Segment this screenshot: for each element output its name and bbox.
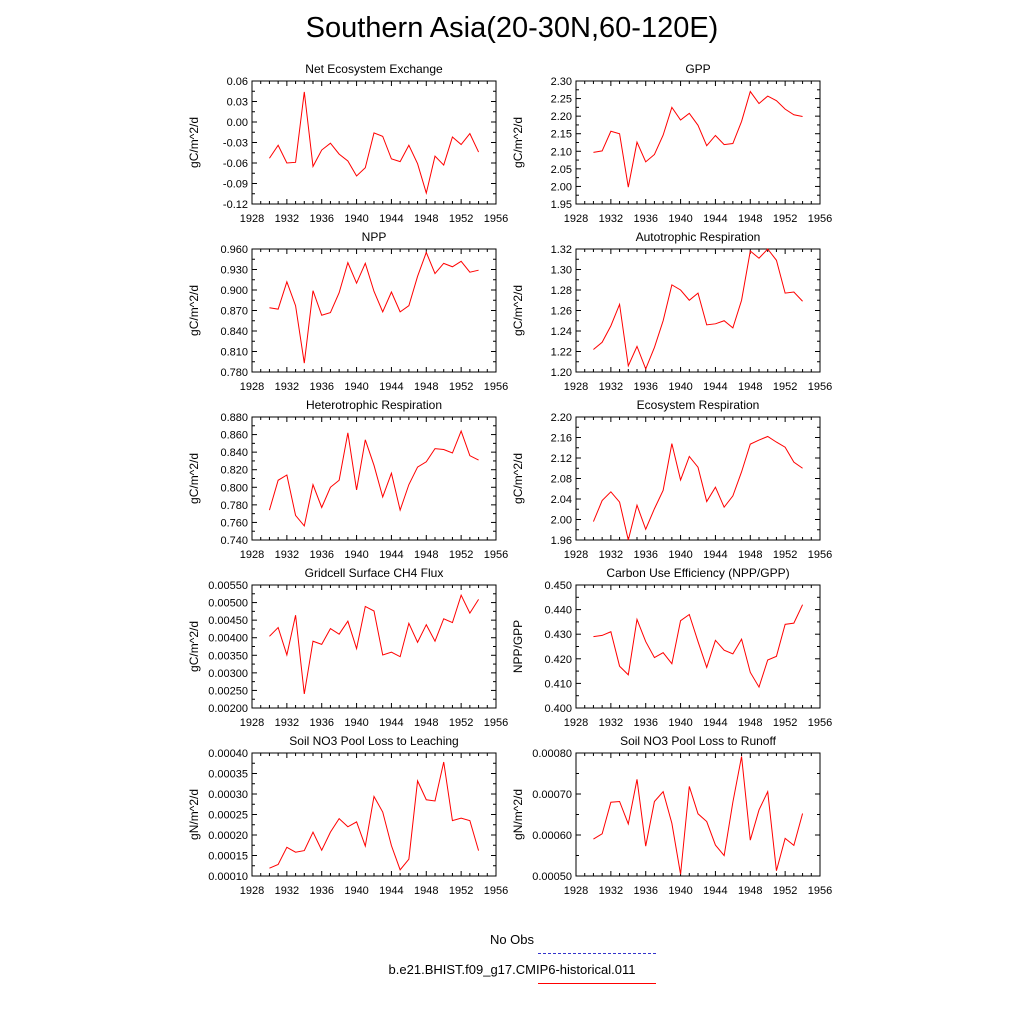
chart-panel-2 [511,62,832,225]
y-tick-label: 2.25 [550,93,572,106]
x-tick-label: 1944 [703,549,728,561]
plot-frame [252,249,496,372]
chart-panel-8 [511,566,832,729]
y-tick-label: 2.12 [550,453,572,465]
y-tick-label: 0.00020 [208,830,248,842]
x-tick-label: 1948 [738,885,763,897]
x-tick-label: 1928 [239,213,265,225]
x-tick-label: 1956 [483,549,509,561]
y-tick-label: 2.00 [550,181,572,194]
y-tick-label: 0.760 [220,517,248,530]
y-tick-label: 1.28 [550,285,572,297]
x-tick-label: 1932 [274,213,300,225]
x-tick-label: 1956 [483,213,509,225]
x-tick-label: 1956 [807,717,833,729]
y-tick-label: 0.00400 [208,632,248,645]
x-tick-label: 1952 [448,717,474,729]
y-tick-label: 0.00 [226,117,248,129]
chart-panel-7 [187,566,508,729]
y-tick-label: 0.00500 [208,597,248,610]
legend-model-line [538,983,656,984]
chart-panel-10 [511,734,832,897]
plot-frame [576,585,820,708]
x-tick-label: 1952 [448,213,474,225]
x-tick-label: 1944 [379,717,404,729]
x-tick-label: 1940 [668,381,693,393]
x-tick-label: 1948 [414,549,439,561]
x-tick-label: 1956 [807,549,833,561]
y-tick-label: 0.960 [220,244,248,256]
panel-title: Carbon Use Efficiency (NPP/GPP) [606,566,790,580]
y-tick-label: 0.00550 [208,580,248,592]
chart-panel-5 [187,398,508,561]
series-line [269,92,478,193]
x-tick-label: 1928 [239,717,265,729]
y-tick-label: 0.450 [544,580,572,592]
x-tick-label: 1956 [483,381,509,393]
y-tick-label: 0.810 [220,346,248,359]
y-tick-label: 2.04 [550,494,572,506]
panel-title: Ecosystem Respiration [636,398,760,412]
chart-panel-4 [511,230,832,393]
x-tick-label: 1932 [598,213,624,225]
x-tick-label: 1940 [344,885,369,897]
plot-frame [576,417,820,540]
y-axis-label: gC/m^2/d [511,117,525,168]
x-tick-label: 1940 [668,549,693,561]
y-tick-label: 0.870 [220,305,248,318]
y-tick-label: 0.00070 [532,789,572,801]
y-tick-label: 1.26 [550,305,572,318]
x-tick-label: 1948 [414,381,439,393]
y-tick-label: 0.00350 [208,650,248,663]
y-tick-label: 0.00200 [208,703,248,715]
x-tick-label: 1936 [309,381,334,393]
y-tick-label: 1.95 [550,199,572,211]
x-tick-label: 1952 [448,549,474,561]
y-tick-label: 0.00080 [532,748,572,760]
x-tick-label: 1936 [309,885,334,897]
x-tick-label: 1956 [807,885,833,897]
x-tick-label: 1940 [668,885,693,897]
y-tick-label: 0.740 [220,535,248,547]
x-tick-label: 1940 [344,213,369,225]
y-tick-label: 0.00450 [208,615,248,628]
x-tick-label: 1952 [772,549,798,561]
chart-panel-3 [187,230,508,393]
x-tick-label: 1952 [448,885,474,897]
x-tick-label: 1952 [772,381,798,393]
x-tick-label: 1940 [668,213,693,225]
x-tick-label: 1932 [274,717,300,729]
x-tick-label: 1952 [772,213,798,225]
x-tick-label: 1928 [239,885,265,897]
x-tick-label: 1952 [772,717,798,729]
y-axis-label: gC/m^2/d [187,453,201,504]
x-tick-label: 1932 [598,717,624,729]
figure-title: Southern Asia(20-30N,60-120E) [305,12,719,44]
x-tick-label: 1944 [703,381,728,393]
x-tick-label: 1936 [633,381,658,393]
x-tick-label: 1936 [633,717,658,729]
y-tick-label: 0.900 [220,285,248,297]
series-line [269,252,478,363]
series-line [593,92,802,188]
y-tick-label: 0.420 [544,653,572,666]
y-tick-label: 1.22 [550,346,572,359]
series-line [269,431,478,526]
x-tick-label: 1932 [598,885,624,897]
x-tick-label: 1928 [563,213,589,225]
x-tick-label: 1956 [483,717,509,729]
x-tick-label: 1944 [703,213,728,225]
plot-frame [576,81,820,204]
x-tick-label: 1944 [379,885,404,897]
chart-panel-1 [187,62,508,225]
series-line [269,595,478,694]
x-tick-label: 1956 [807,381,833,393]
legend-obs-line [538,953,656,954]
y-tick-label: -0.03 [222,137,248,150]
y-tick-label: 2.30 [550,76,572,88]
x-tick-label: 1932 [598,549,624,561]
y-tick-label: 0.00015 [208,850,248,863]
x-tick-label: 1944 [379,213,404,225]
panel-title: NPP [361,230,387,244]
y-tick-label: 1.96 [550,535,572,547]
x-tick-label: 1936 [633,213,658,225]
x-tick-label: 1956 [807,213,833,225]
chart-panel-9 [187,734,508,897]
series-line [593,605,802,687]
panel-title: Net Ecosystem Exchange [305,62,443,76]
y-tick-label: 0.00300 [208,667,248,680]
x-tick-label: 1936 [633,549,658,561]
x-tick-label: 1948 [738,717,763,729]
x-tick-label: 1936 [309,549,334,561]
x-tick-label: 1948 [414,213,439,225]
x-tick-label: 1936 [309,213,334,225]
y-axis-label: gC/m^2/d [187,621,201,672]
y-tick-label: 1.30 [550,264,572,277]
y-tick-label: 2.00 [550,514,572,527]
x-tick-label: 1936 [633,885,658,897]
y-tick-label: -0.09 [222,178,248,191]
y-axis-label: gN/m^2/d [511,789,525,840]
series-line [593,249,802,369]
y-tick-label: 2.15 [550,128,572,141]
y-tick-label: 0.00060 [532,830,572,842]
y-tick-label: 2.05 [550,163,572,176]
plot-frame [576,753,820,876]
y-tick-label: 0.00250 [208,685,248,698]
y-tick-label: -0.06 [222,158,248,170]
legend-model-label: b.e21.BHIST.f09_g17.CMIP6-historical.011 [388,962,636,977]
x-tick-label: 1928 [563,549,589,561]
x-tick-label: 1928 [239,381,265,393]
y-tick-label: 1.24 [550,326,572,338]
y-tick-label: 0.780 [220,499,248,512]
series-line [269,762,478,870]
plot-frame [252,753,496,876]
y-tick-label: 1.20 [550,367,572,379]
x-tick-label: 1932 [598,381,624,393]
y-tick-label: 2.20 [550,412,572,424]
y-axis-label: NPP/GPP [511,619,525,674]
y-tick-label: 0.840 [220,447,248,460]
x-tick-label: 1948 [414,885,439,897]
y-tick-label: 0.400 [544,703,572,715]
x-tick-label: 1936 [309,717,334,729]
x-tick-label: 1928 [563,717,589,729]
y-axis-label: gC/m^2/d [511,453,525,504]
y-tick-label: 0.03 [226,96,248,109]
y-tick-label: 0.00030 [208,789,248,801]
panel-title: Gridcell Surface CH4 Flux [304,566,444,580]
y-tick-label: 0.00035 [208,768,248,781]
y-tick-label: 0.00040 [208,748,248,760]
y-tick-label: 0.410 [544,678,572,691]
chart-panel-6 [511,398,832,561]
y-axis-label: gN/m^2/d [187,789,201,840]
y-axis-label: gC/m^2/d [187,117,201,168]
x-tick-label: 1940 [344,381,369,393]
x-tick-label: 1932 [274,885,300,897]
x-tick-label: 1928 [239,549,265,561]
panel-title: GPP [685,62,711,76]
x-tick-label: 1928 [563,885,589,897]
y-tick-label: 0.440 [544,604,572,617]
panel-title: Soil NO3 Pool Loss to Leaching [289,734,459,748]
y-tick-label: 2.20 [550,111,572,124]
panel-title: Heterotrophic Respiration [305,398,443,412]
y-tick-label: -0.12 [222,199,248,211]
y-tick-label: 0.00010 [208,871,248,883]
legend-obs-label: No Obs [489,932,535,947]
y-tick-label: 0.930 [220,264,248,277]
series-line [593,757,802,875]
plot-frame [576,249,820,372]
x-tick-label: 1948 [738,213,763,225]
x-tick-label: 1940 [668,717,693,729]
y-axis-label: gC/m^2/d [187,285,201,336]
y-tick-label: 0.00050 [532,871,572,883]
x-tick-label: 1944 [379,549,404,561]
x-tick-label: 1940 [344,549,369,561]
x-tick-label: 1940 [344,717,369,729]
y-tick-label: 0.780 [220,367,248,379]
y-tick-label: 2.10 [550,146,572,159]
panel-title: Soil NO3 Pool Loss to Runoff [620,734,776,748]
x-tick-label: 1944 [379,381,404,393]
x-tick-label: 1952 [448,381,474,393]
x-tick-label: 1944 [703,717,728,729]
y-tick-label: 2.16 [550,432,572,445]
x-tick-label: 1956 [483,885,509,897]
x-tick-label: 1948 [738,549,763,561]
x-tick-label: 1932 [274,549,300,561]
x-tick-label: 1948 [414,717,439,729]
y-tick-label: 0.840 [220,326,248,338]
y-tick-label: 0.06 [226,76,248,88]
panel-title: Autotrophic Respiration [635,230,761,244]
x-tick-label: 1944 [703,885,728,897]
y-axis-label: gC/m^2/d [511,285,525,336]
y-tick-label: 2.08 [550,473,572,486]
y-tick-label: 0.880 [220,412,248,424]
y-tick-label: 1.32 [550,244,572,256]
x-tick-label: 1948 [738,381,763,393]
x-tick-label: 1952 [772,885,798,897]
y-tick-label: 0.820 [220,464,248,477]
y-tick-label: 0.860 [220,429,248,442]
x-tick-label: 1928 [563,381,589,393]
y-tick-label: 0.00025 [208,809,248,822]
series-line [593,436,802,540]
y-tick-label: 0.800 [220,482,248,495]
x-tick-label: 1932 [274,381,300,393]
y-tick-label: 0.430 [544,629,572,642]
